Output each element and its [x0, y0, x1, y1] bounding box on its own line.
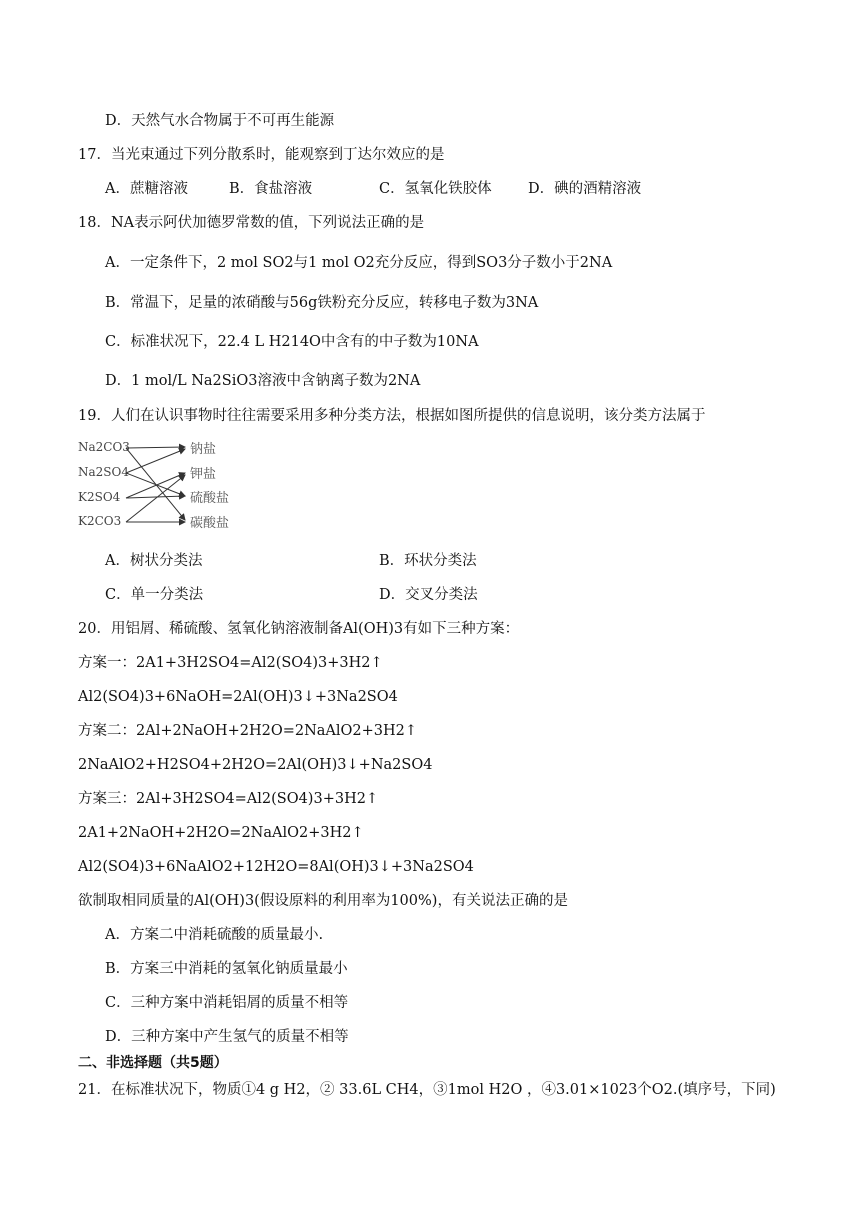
q19-option-c: C．单一分类法: [105, 587, 204, 603]
q19-stem: 19．人们在认识事物时往往需要采用多种分类方法，根据如图所提供的信息说明，该分类方法属于: [78, 408, 706, 424]
classification-diagram: [78, 436, 248, 536]
diagram-right-item: 碳酸盐: [190, 516, 230, 531]
q18-option-b: B．常温下，足量的浓硝酸与56g铁粉充分反应，转移电子数为3NA: [105, 295, 539, 311]
q20-option-d: D．三种方案中产生氢气的质量不相等: [105, 1029, 349, 1045]
q19-option-a: A．树状分类法: [105, 553, 203, 569]
diagram-right-item: 钾盐: [190, 467, 217, 482]
q18-option-c: C．标准状况下，22.4 L H214O中含有的中子数为10NA: [105, 334, 479, 350]
q20-option-a: A．方案二中消耗硫酸的质量最小.: [105, 927, 324, 943]
q20-plan2-eq1: 方案二：2Al+2NaOH+2H2O=2NaAlO2+3H2↑: [78, 723, 418, 739]
diagram-left-item: Na2SO4: [78, 465, 129, 479]
q21-stem: 21．在标准状况下，物质①4 g H2，② 33.6L CH4，③1mol H2O ，④3.01×1023个O2.(填序号，下同): [78, 1082, 776, 1098]
q20-plan1-eq2: Al2(SO4)3+6NaOH=2Al(OH)3↓+3Na2SO4: [78, 689, 398, 705]
q17-stem: 17．当光束通过下列分散系时，能观察到丁达尔效应的是: [78, 147, 445, 163]
q20-stem: 20．用铝屑、稀硫酸、氢氧化钠溶液制备Al(OH)3有如下三种方案：: [78, 621, 520, 637]
diagram-right-item: 钠盐: [190, 442, 217, 457]
q20-question: 欲制取相同质量的Al(OH)3(假设原料的利用率为100%)，有关说法正确的是: [78, 893, 568, 909]
q20-plan2-eq2: 2NaAlO2+H2SO4+2H2O=2Al(OH)3↓+Na2SO4: [78, 757, 433, 773]
q20-plan3-eq2: 2A1+2NaOH+2H2O=2NaAlO2+3H2↑: [78, 825, 364, 841]
q20-plan1-eq1: 方案一：2A1+3H2SO4=Al2(SO4)3+3H2↑: [78, 655, 383, 671]
q16-option-d: D．天然气水合物属于不可再生能源: [105, 113, 335, 129]
q20-plan3-eq1: 方案三：2Al+3H2SO4=Al2(SO4)3+3H2↑: [78, 791, 379, 807]
q20-option-c: C．三种方案中消耗铝屑的质量不相等: [105, 995, 349, 1011]
q17-option-d: D．碘的酒精溶液: [528, 181, 642, 197]
q18-option-d: D．1 mol/L Na2SiO3溶液中含钠离子数为2NA: [105, 373, 421, 389]
section-heading: 二、非选择题（共5题）: [78, 1055, 228, 1071]
q20-plan3-eq3: Al2(SO4)3+6NaAlO2+12H2O=8Al(OH)3↓+3Na2SO4: [78, 859, 474, 875]
diagram-left-item: Na2CO3: [78, 440, 130, 454]
q17-option-a: A．蔗糖溶液: [105, 181, 188, 197]
q17-option-b: B．食盐溶液: [229, 181, 313, 197]
diagram-right-item: 硫酸盐: [190, 491, 230, 506]
q19-option-b: B．环状分类法: [379, 553, 477, 569]
diagram-arrows: [78, 436, 248, 536]
q18-option-a: A．一定条件下，2 mol SO2与1 mol O2充分反应，得到SO3分子数小于2NA: [105, 255, 613, 271]
q17-option-c: C．氢氧化铁胶体: [379, 181, 492, 197]
q20-option-b: B．方案三中消耗的氢氧化钠质量最小: [105, 961, 348, 977]
q18-stem: 18．NA表示阿伏加德罗常数的值，下列说法正确的是: [78, 215, 425, 231]
diagram-left-item: K2SO4: [78, 490, 121, 504]
q19-option-d: D．交叉分类法: [379, 587, 478, 603]
diagram-left-item: K2CO3: [78, 514, 122, 528]
